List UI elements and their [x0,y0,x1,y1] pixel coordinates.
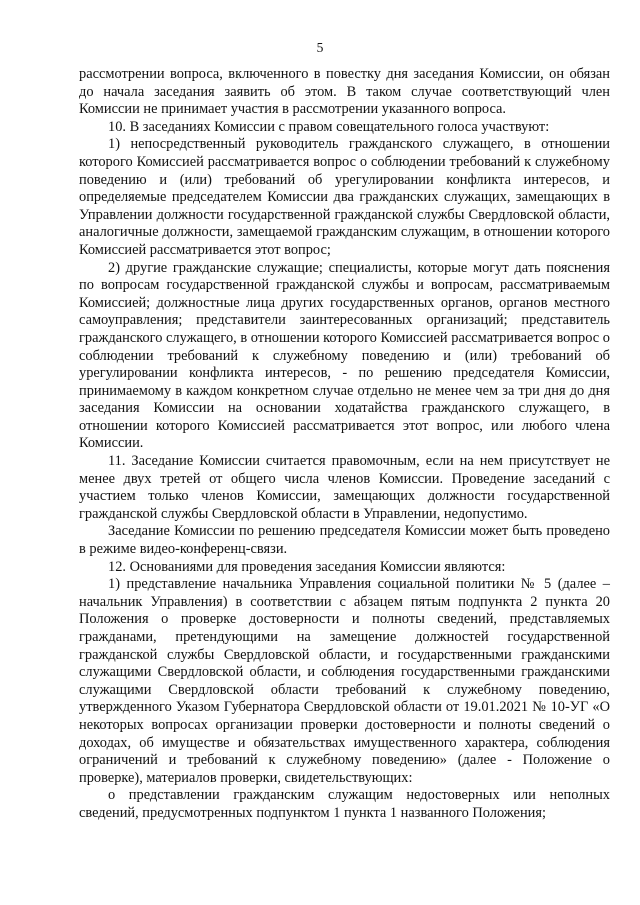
page-number: 5 [316,40,324,55]
paragraph-item-10-1: 1) непосредственный руководитель гражданского служащего, в отношении которого Комиссией рассматривается вопрос о соблюдении требований к служебному поведению и (или) требований об урегулировании конфликта интересов, и определяемые председателем Комиссии два гражданских служащих, замещающих в Управлении должности государственной гражданской службы Свердловской области, аналогичные должности, замещаемой гражданским служащим, в отношении которого Комиссией рассматривается этот вопрос; [79,136,610,258]
paragraph-item-12-1-a: о представлении гражданским служащим недостоверных или неполных сведений, предусмотренных подпунктом 1 пункта 1 названного Положения; [79,787,610,821]
document-body [79,66,610,823]
paragraph-continuation: рассмотрении вопроса, включенного в повестку дня заседания Комиссии, он обязан до начала заседания заявить об этом. В таком случае соответствующий член Комиссии не принимает участия в рассмотрении указанного вопроса. [79,66,610,118]
paragraph-video-conference: Заседание Комиссии по решению председателя Комиссии может быть проведено в режиме видео-конференц-связи. [79,523,610,558]
paragraph-item-10-2: 2) другие гражданские служащие; специалисты, которые могут дать пояснения по вопросам государственной гражданской службы и вопросам, рассматриваемым Комиссией; должностные лица других государственных органов, органов местного самоуправления; представители заинтересованных организаций; представитель гражданского служащего, в отношении которого Комиссией рассматривается вопрос о соблюдении требований к служебному поведению и (или) требований об урегулировании конфликта интересов, - по решению председателя Комиссии, принимаемому в каждом конкретном случае отдельно не менее чем за три дня до дня заседания Комиссии на основании ходатайства гражданского служащего, в отношении которого Комиссией рассматривается этот вопрос, или любого члена Комиссии. [79,259,610,452]
paragraph-item-12: 12. Основаниями для проведения заседания Комиссии являются: [108,558,506,575]
paragraph-item-10: 10. В заседаниях Комиссии с правом совещательного голоса участвуют: [108,118,550,135]
paragraph-item-12-1: 1) представление начальника Управления социальной политики № 5 (далее – начальник Управления) в соответствии с абзацем пятым подпункта 2 пункта 20 Положения о проверке достоверности и полноты сведений, представляемых гражданами, претендующими на замещение должностей государственной гражданской службы Свердловской области, и государственными гражданскими служащими Свердловской области, и соблюдения государственными гражданскими служащими Свердловской области требований к служебному поведению, утвержденного Указом Губернатора Свердловской области от 19.01.2021 № 10-УГ «О некоторых вопросах организации проверки достоверности и полноты сведений о доходах, об имуществе и обязательствах имущественного характера, соблюдения ограничений и требований к служебному поведению» (далее - Положение о проверке), материалов проверки, свидетельствующих: [79,576,610,786]
paragraph-item-11: 11. Заседание Комиссии считается правомочным, если на нем присутствует не менее двух третей от общего числа членов Комиссии. Проведение заседаний с участием только членов Комиссии, замещающих должности государственной гражданской службы Свердловской области в Управлении, недопустимо. [79,453,610,522]
